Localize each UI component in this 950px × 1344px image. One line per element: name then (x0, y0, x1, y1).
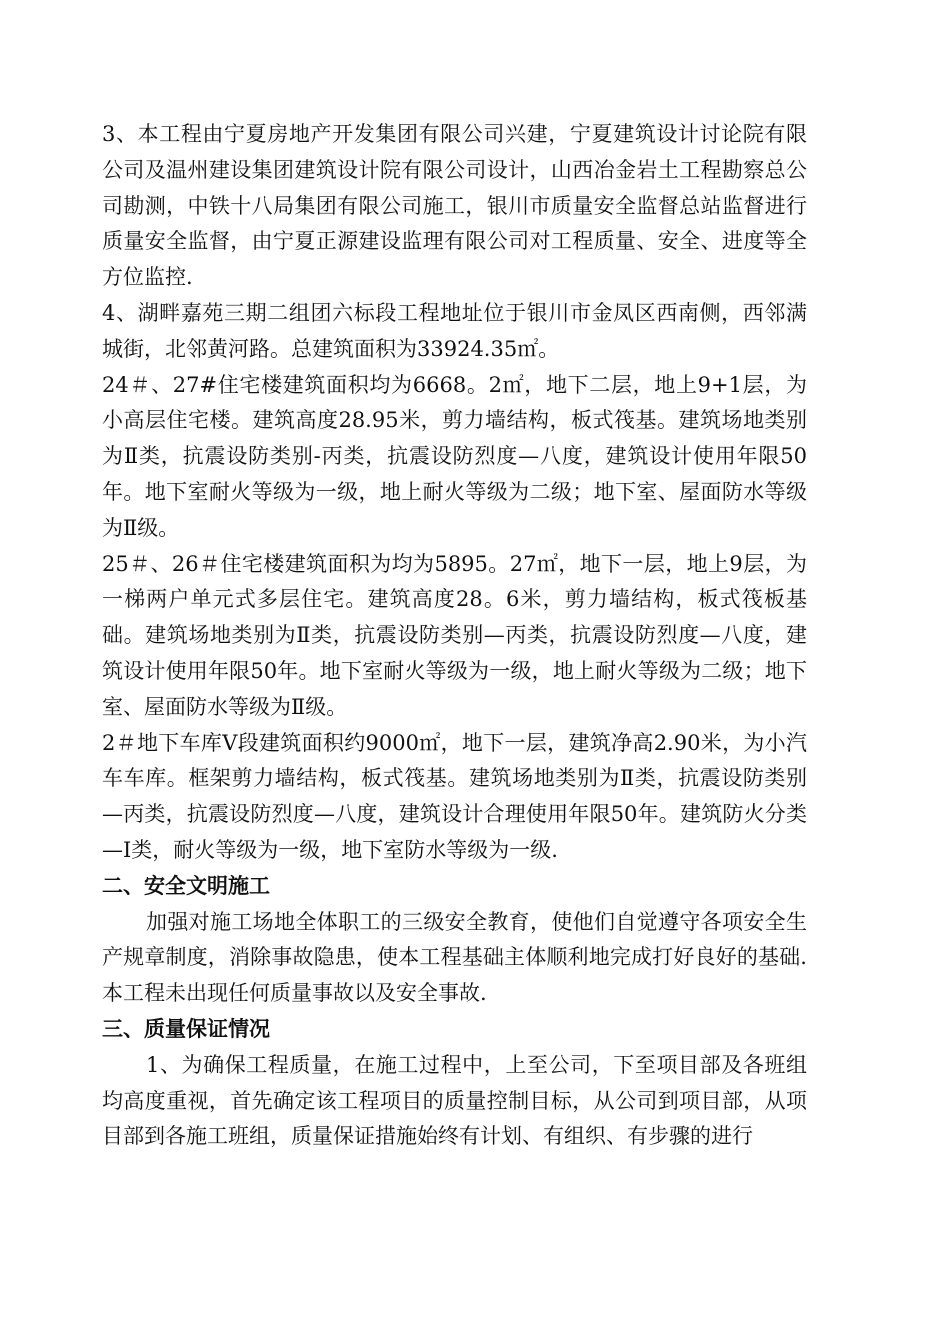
document-page (102, 117, 807, 1155)
paragraph-garage: 2＃地下车库Ⅴ段建筑面积约9000㎡，地下一层，建筑净高2.90米，为小汽车车库。框架剪力墙结构，板式筏基。建筑场地类别为Ⅱ类，抗震设防类别—丙类，抗震设防烈度—八度，建筑设计合理使用年限50年。建筑防火分类—Ⅰ类，耐火等级为一级，地下室防水等级为一级. (102, 730, 807, 862)
paragraph-safety: 加强对施工场地全体职工的三级安全教育，使他们自觉遵守各项安全生产规章制度，消除事故隐患，使本工程基础主体顺利地完成打好良好的基础.本工程未出现任何质量事故以及安全事故. (102, 909, 807, 1006)
section-heading-safety: 二、安全文明施工 (102, 873, 270, 898)
paragraph-quality: 1、为确保工程质量，在施工过程中，上至公司，下至项目部及各班组均高度重视，首先确定该工程项目的质量控制目标，从公司到项目部，从项目部到各施工班组，质量保证措施始终有计划、有组织、有步骤的进行 (102, 1052, 807, 1149)
section-heading-quality: 三、质量保证情况 (102, 1016, 270, 1041)
paragraph-building-24-27: 24＃、27#住宅楼建筑面积均为6668。2㎡，地下二层，地上9+1层，为小高层住宅楼。建筑高度28.95米，剪力墙结构，板式筏基。建筑场地类别为Ⅱ类，抗震设防类别-丙类，抗震设防烈度—八度，建筑设计使用年限50年。地下室耐火等级为一级，地上耐火等级为二级；地下室、屋面防水等级为Ⅱ级。 (102, 372, 807, 540)
paragraph-building-25-26: 25＃、26＃住宅楼建筑面积为均为5895。27㎡，地下一层，地上9层，为一梯两户单元式多层住宅。建筑高度28。6米，剪力墙结构，板式筏板基础。建筑场地类别为Ⅱ类，抗震设防类别—丙类，抗震设防烈度—八度，建筑设计使用年限50年。地下室耐火等级为一级，地上耐火等级为二级；地下室、屋面防水等级为Ⅱ级。 (102, 551, 807, 719)
paragraph-construction-parties: 3、本工程由宁夏房地产开发集团有限公司兴建，宁夏建筑设计讨论院有限公司及温州建设集团建筑设计院有限公司设计，山西冶金岩土工程勘察总公司勘测，中铁十八局集团有限公司施工，银川市质量安全监督总站监督进行质量安全监督，由宁夏正源建设监理有限公司对工程质量、安全、进度等全方位监控. (102, 122, 807, 290)
paragraph-project-location: 4、湖畔嘉苑三期二组团六标段工程地址位于银川市金凤区西南侧，西邻满城街，北邻黄河路。总建筑面积为33924.35㎡。 (102, 300, 807, 361)
